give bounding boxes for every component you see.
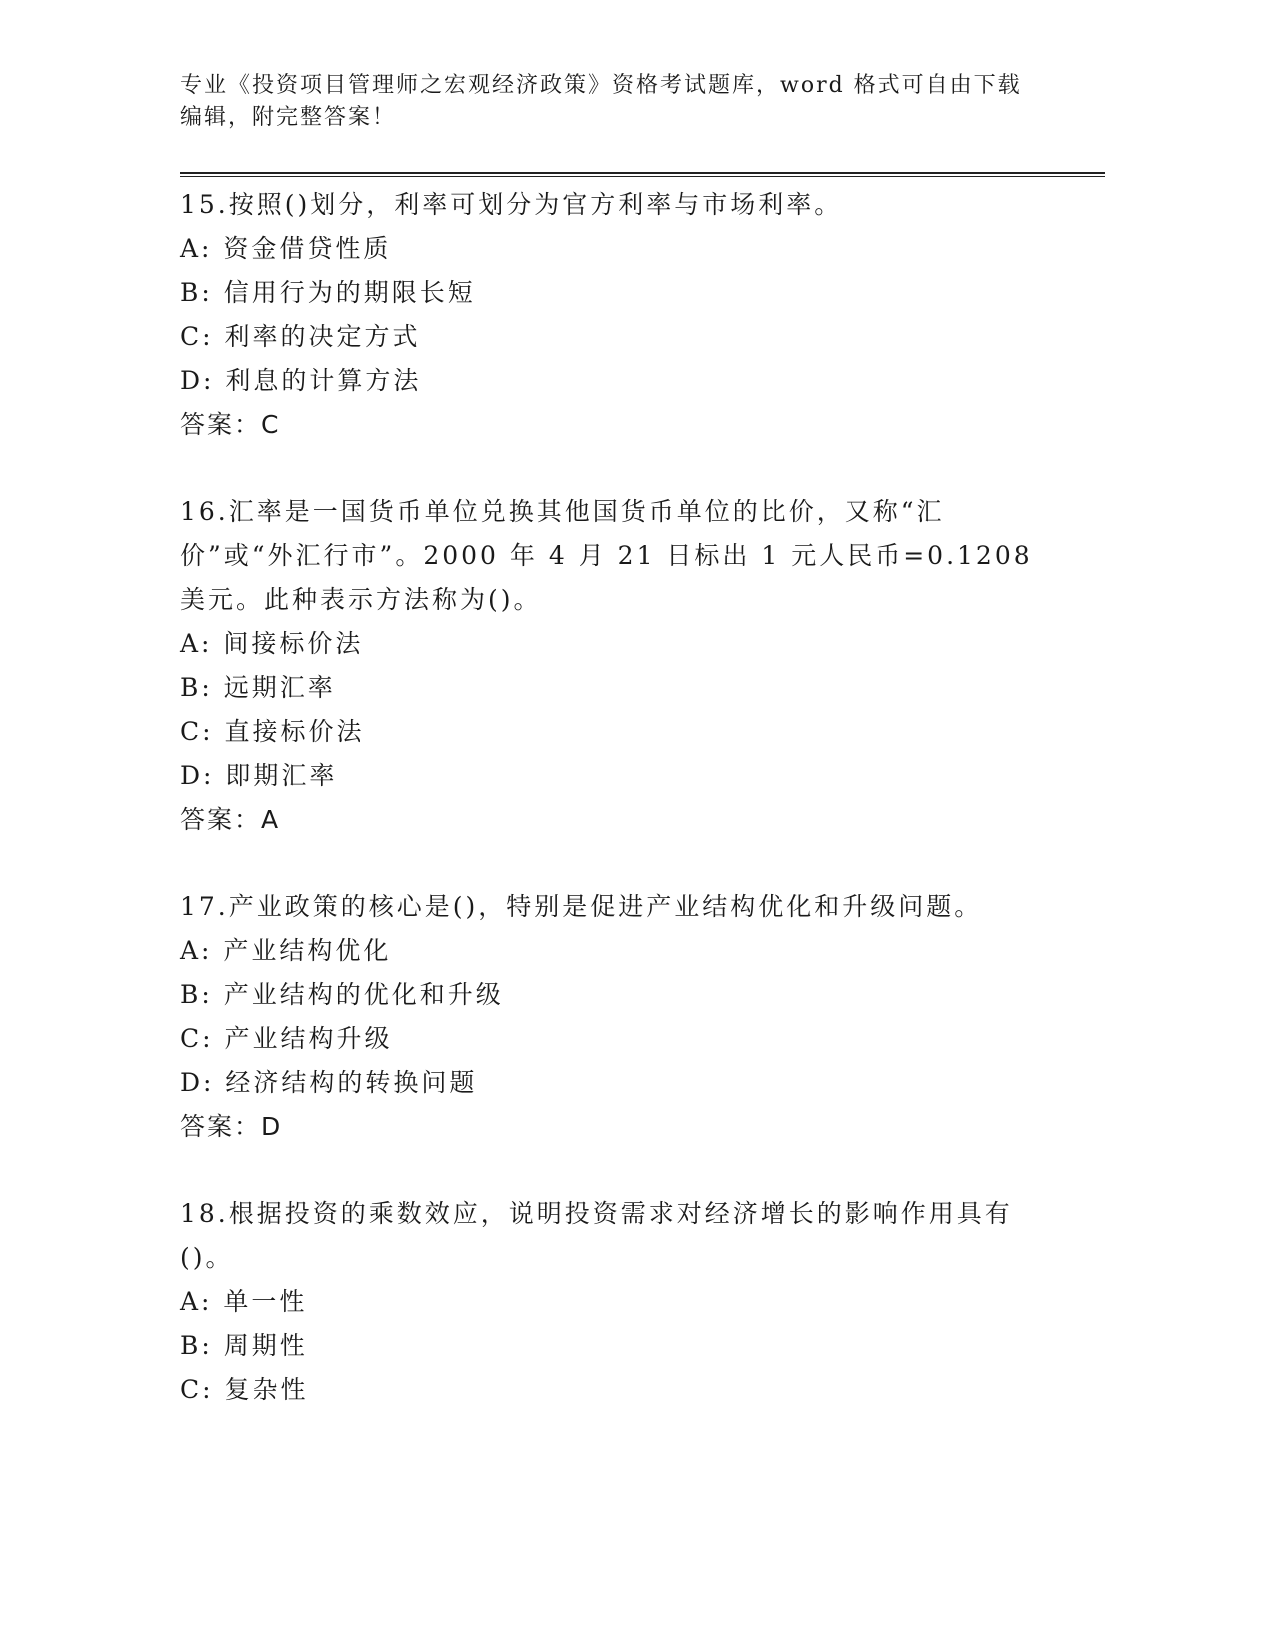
- option-a: A: 资金借贷性质: [180, 234, 392, 263]
- answer: 答案：C: [180, 410, 281, 439]
- header-divider: [180, 172, 1105, 177]
- question-16: [180, 490, 1110, 842]
- option-c: C: 利率的决定方式: [180, 322, 421, 351]
- option-a: A: 间接标价法: [180, 629, 364, 658]
- question-17: [180, 885, 1110, 1149]
- option-b: B: 周期性: [180, 1331, 308, 1360]
- option-c: C: 产业结构升级: [180, 1024, 393, 1053]
- question-stem: 16.汇率是一国货币单位兑换其他国货币单位的比价，又称“汇价”或“外汇行市”。2000 年 4 月 21 日标出 1 元人民币=0.1208 美元。此种表示方法称为()。: [180, 497, 1033, 614]
- question-stem: 18.根据投资的乘数效应，说明投资需求对经济增长的影响作用具有()。: [180, 1199, 1013, 1272]
- option-b: B: 信用行为的期限长短: [180, 278, 476, 307]
- option-d: D: 即期汇率: [180, 761, 338, 790]
- answer: 答案：A: [180, 805, 281, 834]
- option-d: D: 经济结构的转换问题: [180, 1068, 478, 1097]
- option-c: C: 复杂性: [180, 1375, 309, 1404]
- option-a: A: 产业结构优化: [180, 936, 392, 965]
- option-b: B: 产业结构的优化和升级: [180, 980, 504, 1009]
- question-15: [180, 183, 1110, 447]
- question-18: [180, 1192, 1110, 1412]
- option-a: A: 单一性: [180, 1287, 308, 1316]
- option-d: D: 利息的计算方法: [180, 366, 422, 395]
- document-page: [180, 70, 1110, 1412]
- question-stem: 17.产业政策的核心是()，特别是促进产业结构优化和升级问题。: [180, 892, 983, 921]
- option-b: B: 远期汇率: [180, 673, 336, 702]
- answer: 答案：D: [180, 1112, 283, 1141]
- option-c: C: 直接标价法: [180, 717, 365, 746]
- document-intro: 专业《投资项目管理师之宏观经济政策》资格考试题库，word 格式可自由下载编辑，附完整答案！: [180, 73, 1022, 130]
- question-stem: 15.按照()划分，利率可划分为官方利率与市场利率。: [180, 190, 843, 219]
